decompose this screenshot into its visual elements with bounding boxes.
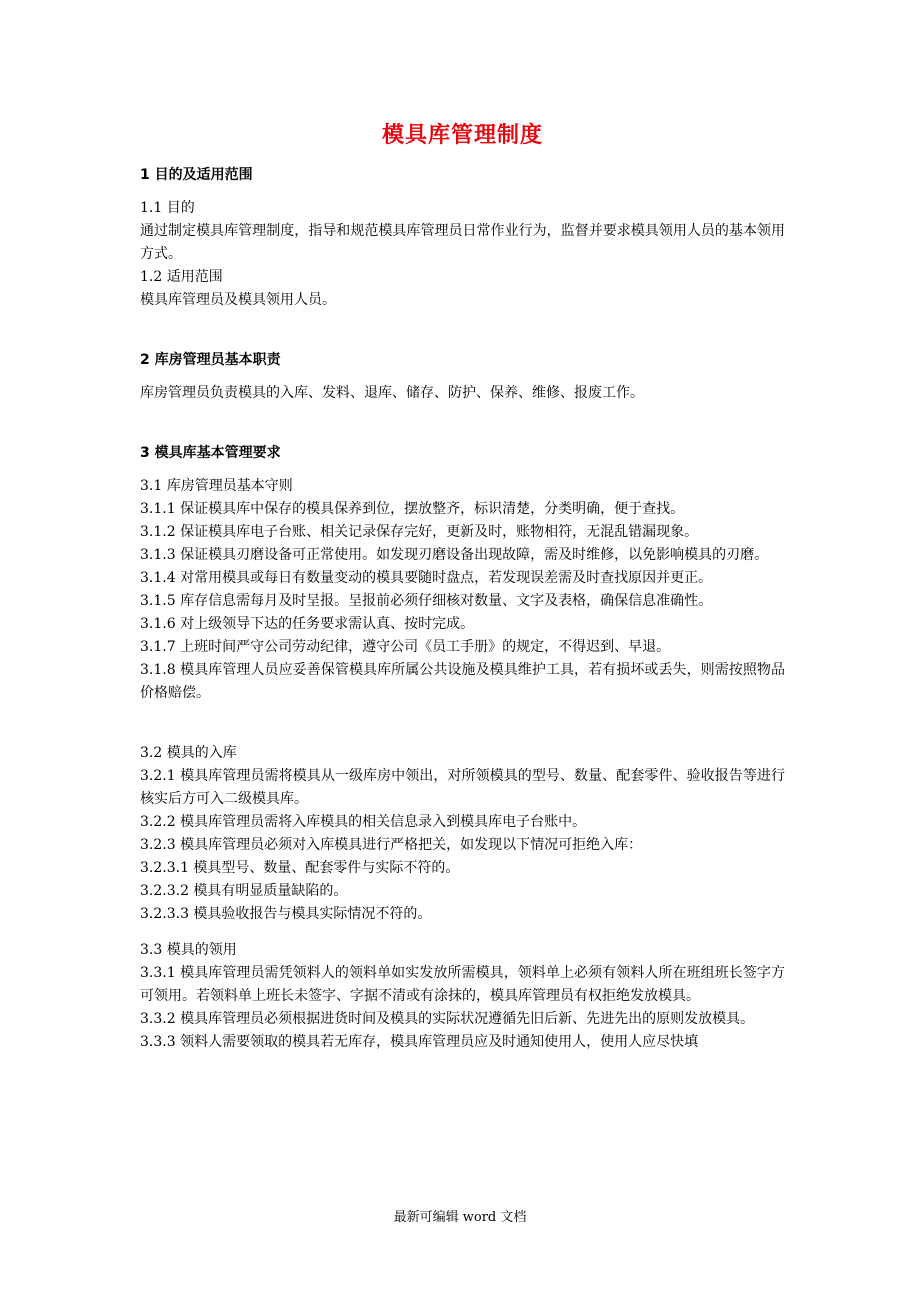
spacer: [140, 926, 785, 939]
section-2-heading: 2 库房管理员基本职责: [140, 352, 281, 368]
page-footer: 最新可编辑 word 文档: [393, 1210, 527, 1225]
section-3-2-item: 3.2.1 模具库管理员需将模具从一级库房中领出，对所领模具的型号、数量、配套零件、验收报告等进行核实后方可入二级模具库。: [140, 768, 785, 807]
document-title: 模具库管理制度: [381, 123, 543, 148]
section-1-1-text: 通过制定模具库管理制度，指导和规范模具库管理员日常作业行为，监督并要求模具领用人员的基本领用方式。: [140, 223, 785, 262]
section-3-1-item: 3.1.6 对上级领导下达的任务要求需认真、按时完成。: [140, 616, 475, 632]
document-page: [140, 120, 785, 1054]
section-3-3-item: 3.3.1 模具库管理员需凭领料人的领料单如实发放所需模具，领料单上必须有领料人所在班组班长签字方可领用。若领料单上班长未签字、字据不清或有涂抹的，模具库管理员有权拒绝发放模具。: [140, 965, 785, 1004]
section-3-2-item: 3.2.3.1 模具型号、数量、配套零件与实际不符的。: [140, 860, 460, 876]
section-3-1-item: 3.1.5 库存信息需每月及时呈报。呈报前必须仔细核对数量、文字及表格，确保信息准确性。: [140, 593, 713, 609]
section-3-2-item: 3.2.3 模具库管理员必须对入库模具进行严格把关，如发现以下情况可拒绝入库：: [140, 837, 643, 853]
section-3-1-item: 3.1.7 上班时间严守公司劳动纪律，遵守公司《员工手册》的规定，不得迟到、早退。: [140, 639, 671, 655]
section-3-1-item: 3.1.8 模具库管理人员应妥善保管模具库所属公共设施及模具维护工具，若有损坏或丢失，则需按照物品价格赔偿。: [140, 662, 785, 701]
section-3-1-item: 3.1.2 保证模具库电子台账、相关记录保存完好，更新及时，账物相符，无混乱错漏现象。: [140, 524, 699, 540]
section-3-1-item: 3.1.4 对常用模具或每日有数量变动的模具要随时盘点，若发现误差需及时查找原因并更正。: [140, 570, 713, 586]
section-3-1-label: 3.1 库房管理员基本守则: [140, 478, 293, 494]
spacer: [140, 405, 785, 442]
section-3-2-item: 3.2.3.2 模具有明显质量缺陷的。: [140, 883, 348, 899]
section-1-1-label: 1.1 目的: [140, 200, 195, 216]
section-3-2-item: 3.2.3.3 模具验收报告与模具实际情况不符的。: [140, 906, 432, 922]
section-3-3-item: 3.3.3 领料人需要领取的模具若无库存，模具库管理员应及时通知使用人，使用人应尽快填: [140, 1034, 699, 1050]
section-3-1-item: 3.1.3 保证模具刃磨设备可正常使用。如发现刃磨设备出现故障，需及时维修，以免影响模具的刃磨。: [140, 547, 769, 563]
section-1-2-label: 1.2 适用范围: [140, 269, 223, 285]
section-3-3-item: 3.3.2 模具库管理员必须根据进货时间及模具的实际状况遵循先旧后新、先进先出的原则发放模具。: [140, 1011, 755, 1027]
section-3-1-item: 3.1.1 保证模具库中保存的模具保养到位，摆放整齐，标识清楚，分类明确，便于查找。: [140, 501, 685, 517]
section-3-heading: 3 模具库基本管理要求: [140, 445, 281, 461]
spacer: [140, 705, 785, 742]
section-3-2-label: 3.2 模具的入库: [140, 745, 237, 761]
section-1-heading: 1 目的及适用范围: [140, 167, 253, 183]
section-1-2-text: 模具库管理员及模具领用人员。: [140, 292, 336, 308]
spacer: [140, 312, 785, 349]
section-3-3-label: 3.3 模具的领用: [140, 942, 237, 958]
section-3-2-item: 3.2.2 模具库管理员需将入库模具的相关信息录入到模具库电子台账中。: [140, 814, 587, 830]
section-2-text: 库房管理员负责模具的入库、发料、退库、储存、防护、保养、维修、报废工作。: [140, 385, 644, 401]
